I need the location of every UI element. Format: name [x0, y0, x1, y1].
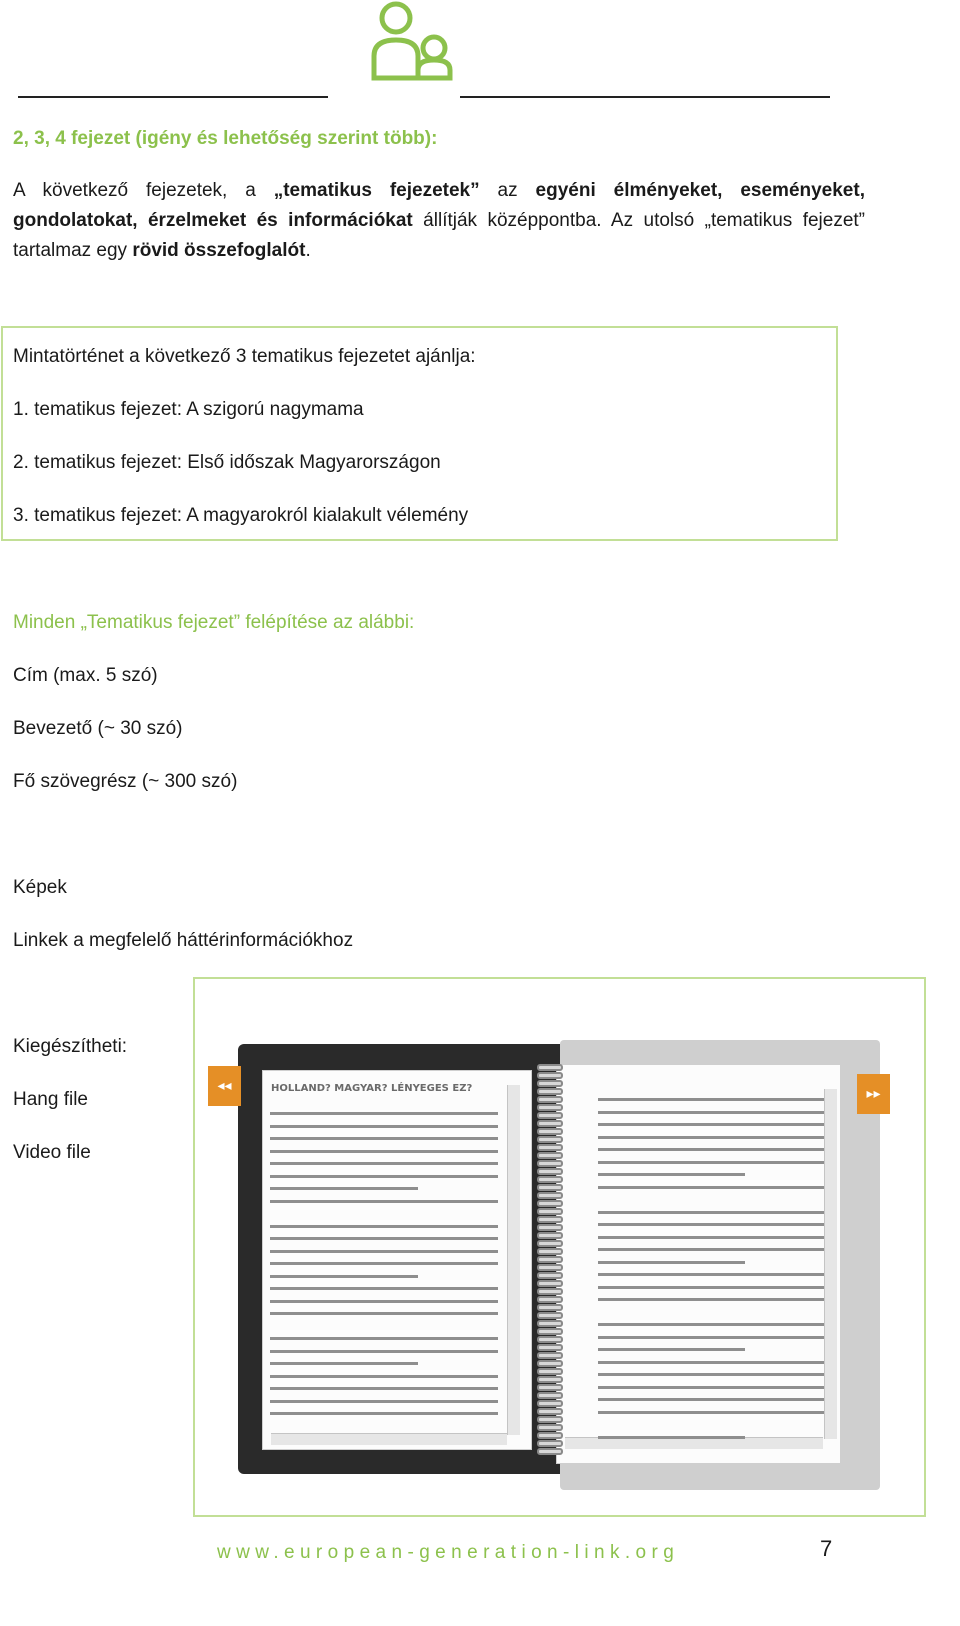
footer-url[interactable]: www.european-generation-link.org [217, 1542, 680, 1563]
spiral-ring [537, 1280, 563, 1287]
spiral-ring [537, 1112, 563, 1119]
spiral-ring [537, 1216, 563, 1223]
page-text-line [270, 1400, 498, 1403]
extra-item: Képek [13, 877, 67, 898]
spiral-ring [537, 1200, 563, 1207]
intro-text-2: az [479, 180, 536, 201]
page-text-line [270, 1350, 498, 1353]
page-text-line [598, 1361, 824, 1364]
page-text-line [598, 1098, 824, 1101]
spiral-ring [537, 1160, 563, 1167]
spiral-ring [537, 1344, 563, 1351]
page-text-line [270, 1112, 498, 1115]
page-text-line [270, 1300, 498, 1303]
spiral-ring [537, 1296, 563, 1303]
page-text-line [598, 1173, 745, 1176]
page-text-line [270, 1287, 498, 1290]
structure-item: Fő szövegrész (~ 300 szó) [13, 771, 238, 792]
header-rule-left [18, 96, 328, 98]
intro-bold-1: „tematikus fejezetek” [273, 180, 480, 201]
structure-heading: Minden „Tematikus fejezet” felépítése az alábbi: [13, 612, 415, 633]
intro-text-3: állítják középpontba. Az utolsó „tematikus fejezet” tartalmaz egy [13, 210, 865, 261]
spiral-ring [537, 1368, 563, 1375]
example-item: 2. tematikus fejezet: Első időszak Magyarországon [13, 452, 441, 473]
right-page-hscroll[interactable] [565, 1437, 823, 1449]
spiral-ring [537, 1360, 563, 1367]
spiral-ring [537, 1336, 563, 1343]
spiral-ring [537, 1320, 563, 1327]
page-text-line [270, 1200, 498, 1203]
spiral-ring [537, 1128, 563, 1135]
page-text-line [598, 1186, 824, 1189]
page-text-line [598, 1123, 824, 1126]
spiral-ring [537, 1104, 563, 1111]
intro-paragraph [13, 176, 865, 266]
spiral-ring [537, 1328, 563, 1335]
page-text-line [598, 1323, 824, 1326]
spiral-ring [537, 1264, 563, 1271]
page-text-line [270, 1125, 498, 1128]
page-text-line [270, 1187, 418, 1190]
spiral-ring [537, 1288, 563, 1295]
page-text-line [270, 1362, 418, 1365]
spiral-ring [537, 1080, 563, 1087]
spiral-ring [537, 1168, 563, 1175]
spiral-ring [537, 1440, 563, 1447]
page-text-line [598, 1286, 824, 1289]
example-lead: Mintatörténet a következő 3 tematikus fejezetet ajánlja: [13, 346, 476, 367]
spiral-ring [537, 1312, 563, 1319]
intro-text-4: . [305, 240, 311, 261]
page-text-line [598, 1373, 824, 1376]
spiral-ring [537, 1352, 563, 1359]
page-text-line [270, 1237, 498, 1240]
page-text-line [598, 1211, 824, 1214]
intro-bold-2: egyéni élményeket, eseményeket, gondolatokat, érzelmeket és információkat [13, 180, 865, 231]
spiral-ring [537, 1448, 563, 1455]
people-icon [368, 0, 460, 86]
page-text-line [270, 1375, 498, 1378]
page-text-line [270, 1262, 498, 1265]
page-text-line [598, 1348, 745, 1351]
page-text-line [598, 1386, 824, 1389]
spiral-ring [537, 1192, 563, 1199]
page-number: 7 [820, 1536, 833, 1561]
page-text-line [598, 1148, 824, 1151]
page-text-line [270, 1225, 498, 1228]
page-text-line [270, 1337, 498, 1340]
page-text-line [270, 1175, 498, 1178]
spiral-ring [537, 1152, 563, 1159]
left-page-hscroll[interactable] [271, 1433, 507, 1445]
page-text-line [598, 1411, 824, 1414]
spiral-ring [537, 1416, 563, 1423]
page-text-line [598, 1298, 824, 1301]
arrow-left-icon[interactable]: ◂◂ [208, 1066, 241, 1106]
supplement-item: Hang file [13, 1089, 88, 1110]
page-text-line [598, 1111, 824, 1114]
page-text-line [270, 1412, 498, 1415]
extra-item: Linkek a megfelelő háttérinformációkhoz [13, 930, 354, 951]
spiral-ring [537, 1248, 563, 1255]
spiral-ring [537, 1144, 563, 1151]
supplement-label: Kiegészítheti: [13, 1036, 128, 1057]
left-page-title: HOLLAND? MAGYAR? LÉNYEGES EZ? [271, 1083, 473, 1094]
spiral-ring [537, 1408, 563, 1415]
example-item: 3. tematikus fejezet: A magyarokról kialakult vélemény [13, 505, 469, 526]
spiral-ring [537, 1400, 563, 1407]
spiral-ring [537, 1272, 563, 1279]
spiral-ring [537, 1120, 563, 1127]
section-heading: 2, 3, 4 fejezet (igény és lehetőség szerint több): [13, 128, 438, 149]
spiral-ring [537, 1088, 563, 1095]
page-text-line [598, 1223, 824, 1226]
spiral-ring [537, 1136, 563, 1143]
page-text-line [598, 1136, 824, 1139]
spiral-ring [537, 1096, 563, 1103]
spiral-ring [537, 1424, 563, 1431]
page-text-line [598, 1248, 824, 1251]
spiral-ring [537, 1184, 563, 1191]
page-text-line [598, 1273, 824, 1276]
spiral-ring [537, 1384, 563, 1391]
page-text-line [270, 1137, 498, 1140]
intro-text-1: A következő fejezetek, a [13, 180, 274, 201]
right-page-scrollbar[interactable] [824, 1089, 837, 1439]
spiral-ring [537, 1256, 563, 1263]
page-text-line [270, 1250, 498, 1253]
header-rule-right [460, 96, 830, 98]
arrow-right-icon[interactable]: ▸▸ [857, 1074, 890, 1114]
page-text-line [270, 1387, 498, 1390]
spiral-ring [537, 1240, 563, 1247]
page-text-line [598, 1436, 745, 1439]
spiral-ring [537, 1176, 563, 1183]
page-text-line [598, 1336, 824, 1339]
page-text-line [270, 1162, 498, 1165]
left-page-scrollbar[interactable] [507, 1085, 520, 1435]
page-text-line [598, 1398, 824, 1401]
example-item: 1. tematikus fejezet: A szigorú nagymama [13, 399, 364, 420]
page-text-line [598, 1236, 824, 1239]
page-text-line [598, 1161, 824, 1164]
page-text-line [270, 1150, 498, 1153]
structure-item: Cím (max. 5 szó) [13, 665, 158, 686]
intro-bold-3: rövid összefoglalót [132, 240, 306, 261]
spiral-ring [537, 1304, 563, 1311]
page-text-line [598, 1261, 745, 1264]
spiral-ring [537, 1432, 563, 1439]
spiral-ring [537, 1224, 563, 1231]
spiral-ring [537, 1376, 563, 1383]
spiral-ring [537, 1072, 563, 1079]
page-text-line [270, 1312, 498, 1315]
spiral-ring [537, 1392, 563, 1399]
structure-item: Bevezető (~ 30 szó) [13, 718, 183, 739]
supplement-item: Video file [13, 1142, 91, 1163]
page-text-line [270, 1275, 418, 1278]
spiral-ring [537, 1064, 563, 1071]
spiral-ring [537, 1232, 563, 1239]
spiral-ring [537, 1208, 563, 1215]
